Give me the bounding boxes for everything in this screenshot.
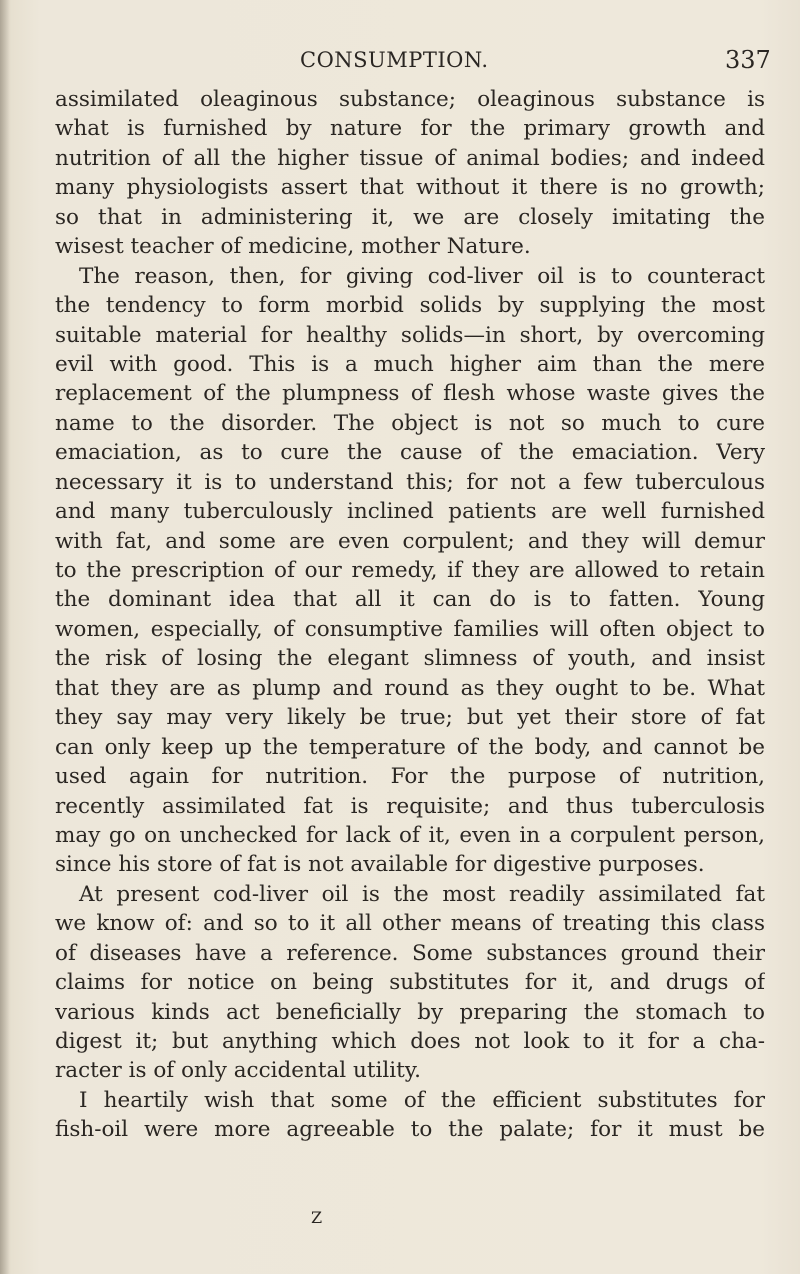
text-line: assimilated oleaginous substance; oleaginous substance is [55,87,765,112]
text-line: may go on unchecked for lack of it, even in a corpulent person, [55,822,765,848]
text-line: recently assimilated fat is requisite; and thus tuberculosis [55,793,765,819]
text-line: replacement of the plumpness of flesh whose waste gives the [55,381,765,407]
text-line: many physiologists assert that without it there is no growth; [55,175,765,201]
text-line: the tendency to form morbid solids by supplying the most [55,293,765,319]
text-line: used again for nutrition. For the purpose of nutrition, [55,764,765,790]
text-line: various kinds act beneficially by preparing the stomach to [55,999,765,1025]
text-line: nutrition of all the higher tissue of animal bodies; and indeed [55,145,765,171]
text-line: the risk of losing the elegant slimness of youth, and insist [55,646,765,672]
text-line: and many tuberculously inclined patients are well furnished [55,499,765,525]
text-line: racter is of only accidental utility. [55,1058,421,1084]
text-line: since his store of fat is not available for digestive purposes. [55,852,705,878]
text-line: necessary it is to understand this; for not a few tuberculous [55,469,765,495]
text-line: the dominant idea that all it can do is to fatten. Young [55,587,765,613]
text-line: that they are as plump and round as they ought to be. What [55,675,765,701]
text-line: fish-oil were more agreeable to the palate; for it must be [55,1117,765,1143]
paragraph-start-line: I heartily wish that some of the efficient substitutes for [79,1087,765,1113]
text-line: they say may very likely be true; but yet their store of fat [55,705,765,731]
binding-gutter-shadow [0,0,10,1274]
running-head: CONSUMPTION. [300,48,489,72]
paragraph-start-line: The reason, then, for giving cod-liver oil is to counteract [79,263,765,289]
text-line: so that in administering it, we are closely imitating the [55,204,765,230]
text-line: can only keep up the temperature of the body, and cannot be [55,734,765,760]
signature-mark: Z [311,1208,323,1227]
text-line: of diseases have a reference. Some substances ground their [55,940,765,966]
text-line: wisest teacher of medicine, mother Nature. [55,234,531,260]
paragraph-start-line: At present cod-liver oil is the most readily assimilated fat [79,881,765,907]
body-text [55,85,765,1145]
text-line: we know of: and so to it all other means of treating this class [55,911,765,937]
text-line: claims for notice on being substitutes for it, and drugs of [55,970,765,996]
text-line: with fat, and some are even corpulent; and they will demur [55,528,765,554]
text-line: name to the disorder. The object is not so much to cure [55,410,765,436]
text-line: women, especially, of consumptive families will often object to [55,616,765,642]
page-number: 337 [725,46,771,74]
text-line: to the prescription of our remedy, if they are allowed to retain [55,558,765,583]
text-line: what is furnished by nature for the primary growth and [55,116,765,142]
text-line: evil with good. This is a much higher aim than the mere [55,351,765,377]
text-line: digest it; but anything which does not look to it for a cha- [55,1029,765,1054]
text-line: emaciation, as to cure the cause of the emaciation. Very [55,440,765,466]
text-line: suitable material for healthy solids—in short, by overcoming [55,322,765,348]
page-header [0,40,800,76]
